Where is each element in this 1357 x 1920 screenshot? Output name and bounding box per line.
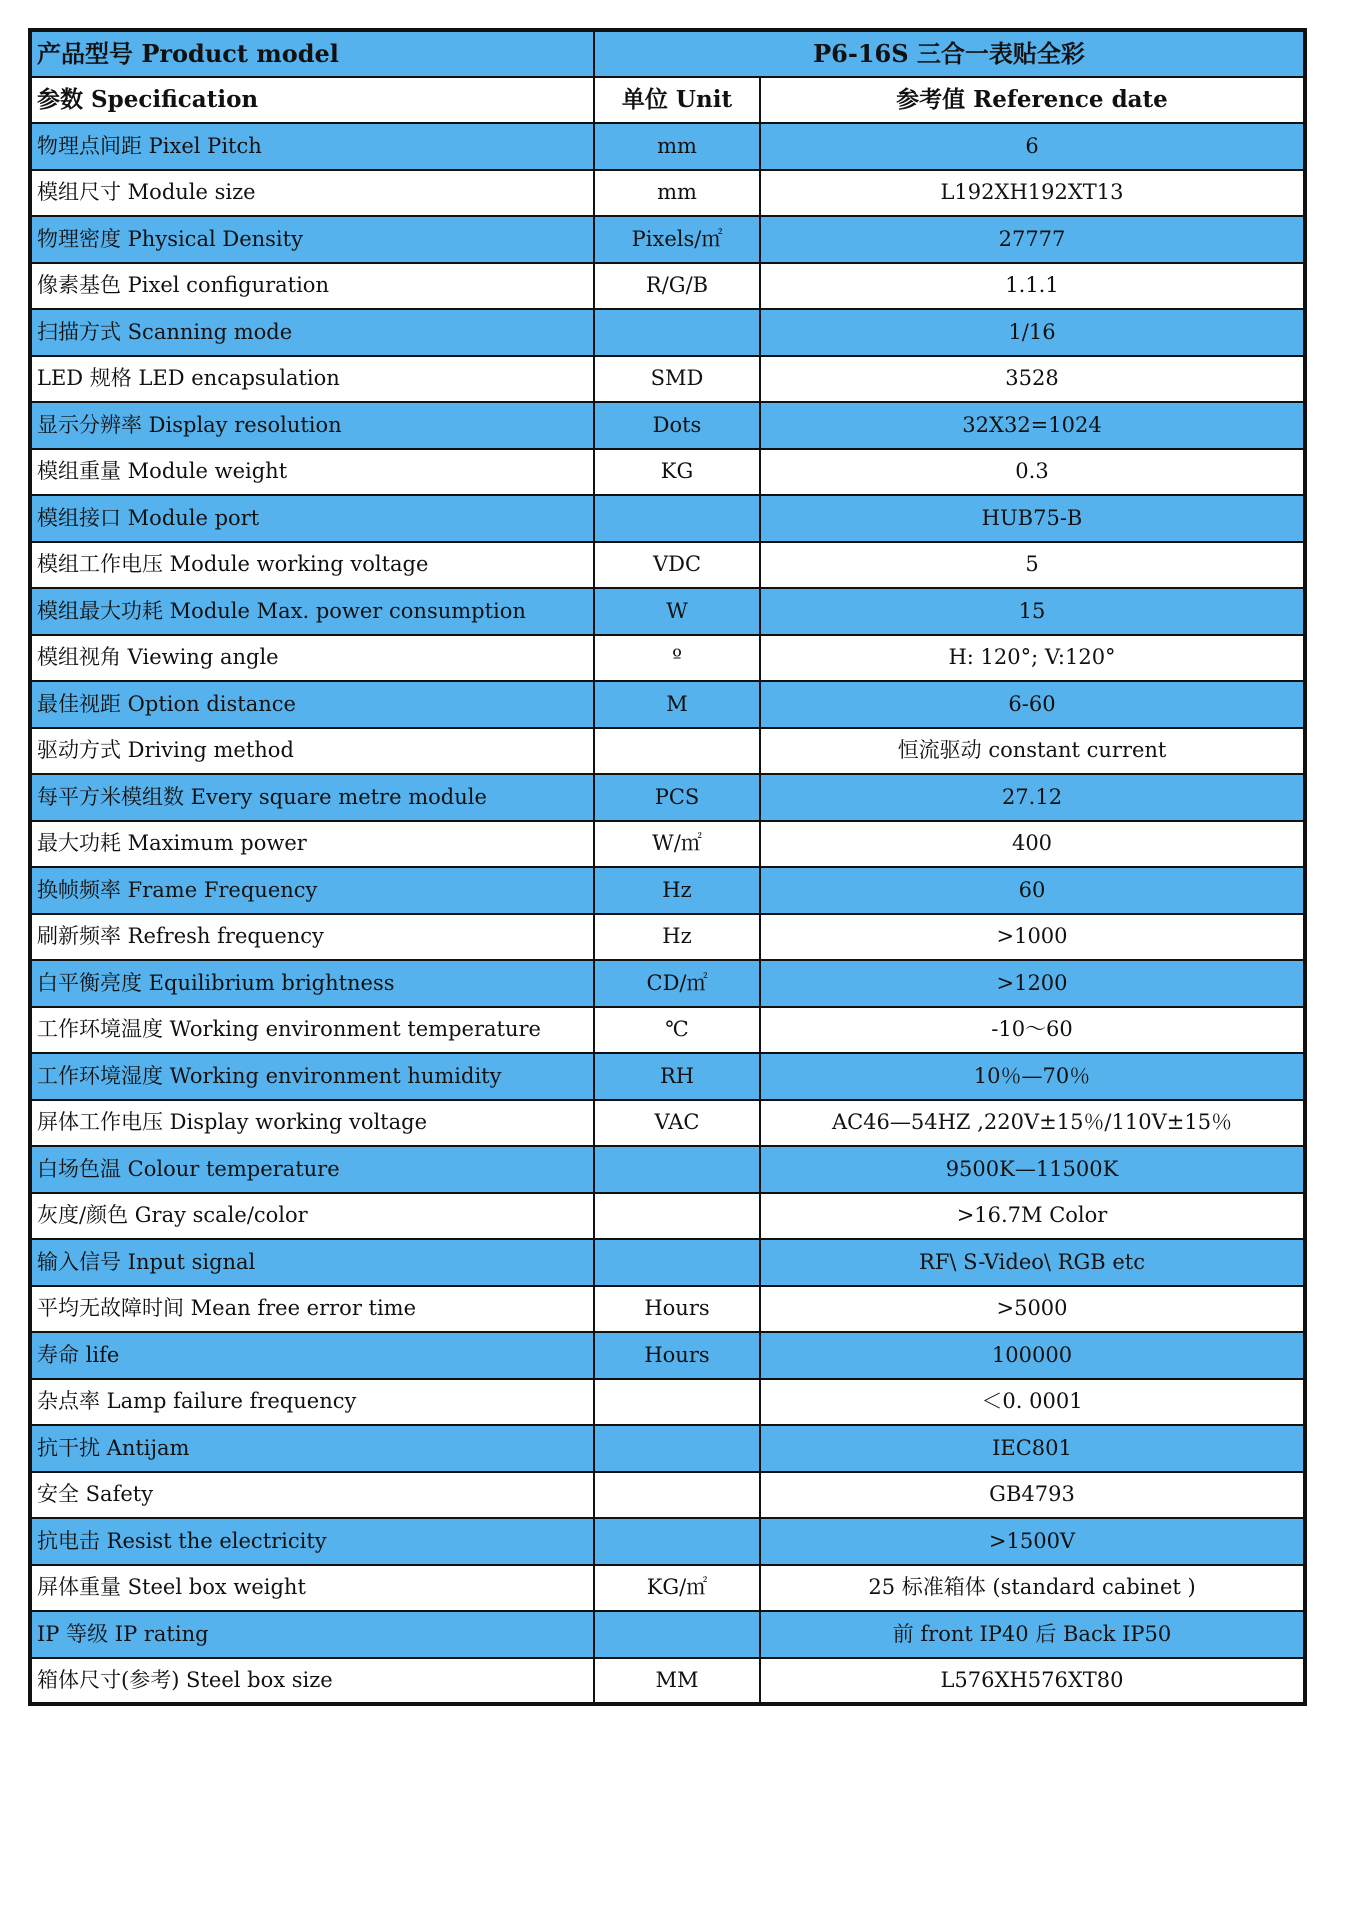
spec-unit-cell: Hours (594, 1332, 760, 1379)
spec-param-cell: 箱体尺寸(参考) Steel box size (30, 1658, 594, 1705)
spec-unit-cell: Hz (594, 867, 760, 914)
spec-unit-cell: M (594, 681, 760, 728)
spec-value-cell: 9500K—11500K (760, 1146, 1305, 1193)
spec-unit-cell (594, 1379, 760, 1426)
spec-unit-cell: W/㎡ (594, 821, 760, 868)
spec-value-cell: 3528 (760, 356, 1305, 403)
spec-param-cell: LED 规格 LED encapsulation (30, 356, 594, 403)
table-header-row (30, 77, 1305, 124)
spec-value-cell: 100000 (760, 1332, 1305, 1379)
spec-unit-cell: R/G/B (594, 263, 760, 310)
spec-param-cell: 寿命 life (30, 1332, 594, 1379)
spec-param-cell: 像素基色 Pixel configuration (30, 263, 594, 310)
spec-param-cell: 抗电击 Resist the electricity (30, 1518, 594, 1565)
spec-value-cell: 32X32=1024 (760, 402, 1305, 449)
spec-unit-cell: MM (594, 1658, 760, 1705)
spec-unit-cell: SMD (594, 356, 760, 403)
header-reference: 参考值 Reference date (760, 77, 1305, 124)
table-row (30, 1611, 1305, 1658)
spec-param-cell: 杂点率 Lamp failure frequency (30, 1379, 594, 1426)
spec-value-cell: 恒流驱动 constant current (760, 728, 1305, 775)
spec-param-cell: 白场色温 Colour temperature (30, 1146, 594, 1193)
spec-param-cell: 每平方米模组数 Every square metre module (30, 774, 594, 821)
spec-table-body (30, 30, 1305, 1704)
spec-param-cell: 物理点间距 Pixel Pitch (30, 123, 594, 170)
table-row (30, 1100, 1305, 1147)
table-row (30, 309, 1305, 356)
header-specification (30, 77, 594, 124)
spec-value-cell: 27.12 (760, 774, 1305, 821)
spec-value-cell: ＜0. 0001 (760, 1379, 1305, 1426)
table-row (30, 216, 1305, 263)
spec-value-cell: RF\ S-Video\ RGB etc (760, 1239, 1305, 1286)
spec-value-cell: H: 120°; V:120° (760, 635, 1305, 682)
table-row (30, 1286, 1305, 1333)
spec-value-cell: 6 (760, 123, 1305, 170)
spec-param-cell: 刷新频率 Refresh frequency (30, 914, 594, 961)
spec-value-cell: L192XH192XT13 (760, 170, 1305, 217)
spec-param-cell: 换帧频率 Frame Frequency (30, 867, 594, 914)
table-row (30, 1472, 1305, 1519)
spec-value-cell: >1500V (760, 1518, 1305, 1565)
spec-value-cell: 27777 (760, 216, 1305, 263)
table-row (30, 1565, 1305, 1612)
table-row (30, 1239, 1305, 1286)
spec-value-cell: 6-60 (760, 681, 1305, 728)
spec-value-cell: IEC801 (760, 1425, 1305, 1472)
product-model-label: 产品型号 Product model (30, 30, 594, 77)
spec-value-cell: 25 标准箱体 (standard cabinet ) (760, 1565, 1305, 1612)
product-model-row (30, 30, 1305, 77)
spec-value-cell: 1.1.1 (760, 263, 1305, 310)
spec-value-cell: >16.7M Color (760, 1193, 1305, 1240)
table-row (30, 1379, 1305, 1426)
table-row (30, 1193, 1305, 1240)
spec-unit-cell (594, 1611, 760, 1658)
header-specification-en: Specification (91, 86, 259, 114)
table-row (30, 960, 1305, 1007)
spec-value-cell: 60 (760, 867, 1305, 914)
spec-unit-cell: W (594, 588, 760, 635)
spec-value-cell: L576XH576XT80 (760, 1658, 1305, 1705)
spec-value-cell: -10～60 (760, 1007, 1305, 1054)
table-row (30, 1332, 1305, 1379)
spec-param-cell: 显示分辨率 Display resolution (30, 402, 594, 449)
spec-param-cell: 工作环境湿度 Working environment humidity (30, 1053, 594, 1100)
spec-value-cell: GB4793 (760, 1472, 1305, 1519)
spec-unit-cell: VDC (594, 542, 760, 589)
spec-param-cell: 工作环境温度 Working environment temperature (30, 1007, 594, 1054)
spec-unit-cell: PCS (594, 774, 760, 821)
spec-unit-cell: Pixels/㎡ (594, 216, 760, 263)
table-row (30, 774, 1305, 821)
spec-param-cell: 屏体重量 Steel box weight (30, 1565, 594, 1612)
spec-param-cell: 模组重量 Module weight (30, 449, 594, 496)
spec-value-cell: 15 (760, 588, 1305, 635)
spec-unit-cell: VAC (594, 1100, 760, 1147)
spec-param-cell: 模组视角 Viewing angle (30, 635, 594, 682)
table-row (30, 635, 1305, 682)
spec-param-cell: 驱动方式 Driving method (30, 728, 594, 775)
table-row (30, 728, 1305, 775)
spec-param-cell: IP 等级 IP rating (30, 1611, 594, 1658)
spec-value-cell: 0.3 (760, 449, 1305, 496)
spec-param-cell: 灰度/颜色 Gray scale/color (30, 1193, 594, 1240)
spec-table (28, 28, 1307, 1706)
spec-unit-cell: Hours (594, 1286, 760, 1333)
table-row (30, 449, 1305, 496)
table-row (30, 914, 1305, 961)
spec-unit-cell (594, 728, 760, 775)
table-row (30, 495, 1305, 542)
spec-param-cell: 物理密度 Physical Density (30, 216, 594, 263)
spec-param-cell: 模组接口 Module port (30, 495, 594, 542)
spec-unit-cell: mm (594, 123, 760, 170)
header-unit: 单位 Unit (594, 77, 760, 124)
table-row (30, 123, 1305, 170)
table-row (30, 821, 1305, 868)
spec-param-cell: 最佳视距 Option distance (30, 681, 594, 728)
spec-param-cell: 屏体工作电压 Display working voltage (30, 1100, 594, 1147)
spec-unit-cell: RH (594, 1053, 760, 1100)
spec-param-cell: 输入信号 Input signal (30, 1239, 594, 1286)
table-row (30, 681, 1305, 728)
spec-value-cell: >1200 (760, 960, 1305, 1007)
spec-value-cell: >5000 (760, 1286, 1305, 1333)
table-row (30, 263, 1305, 310)
spec-param-cell: 白平衡亮度 Equilibrium brightness (30, 960, 594, 1007)
spec-param-cell: 扫描方式 Scanning mode (30, 309, 594, 356)
table-row (30, 588, 1305, 635)
spec-unit-cell: Hz (594, 914, 760, 961)
spec-unit-cell: mm (594, 170, 760, 217)
spec-unit-cell: ℃ (594, 1007, 760, 1054)
spec-value-cell: >1000 (760, 914, 1305, 961)
spec-value-cell: HUB75-B (760, 495, 1305, 542)
table-row (30, 1007, 1305, 1054)
spec-unit-cell (594, 1239, 760, 1286)
spec-param-cell: 模组尺寸 Module size (30, 170, 594, 217)
spec-unit-cell (594, 1472, 760, 1519)
table-row (30, 1053, 1305, 1100)
spec-value-cell: 1/16 (760, 309, 1305, 356)
table-row (30, 170, 1305, 217)
spec-unit-cell (594, 309, 760, 356)
spec-unit-cell: º (594, 635, 760, 682)
spec-value-cell: AC46—54HZ ,220V±15％/110V±15％ (760, 1100, 1305, 1147)
table-row (30, 867, 1305, 914)
spec-unit-cell (594, 1193, 760, 1240)
table-row (30, 1518, 1305, 1565)
table-row (30, 1425, 1305, 1472)
table-row (30, 1658, 1305, 1705)
product-model-value: P6-16S 三合一表贴全彩 (594, 30, 1305, 77)
spec-unit-cell: KG/㎡ (594, 1565, 760, 1612)
spec-value-cell: 前 front IP40 后 Back IP50 (760, 1611, 1305, 1658)
header-specification-cn: 参数 (37, 86, 92, 114)
spec-param-cell: 抗干扰 Antijam (30, 1425, 594, 1472)
spec-param-cell: 模组最大功耗 Module Max. power consumption (30, 588, 594, 635)
spec-unit-cell: KG (594, 449, 760, 496)
spec-value-cell: 10％—70％ (760, 1053, 1305, 1100)
spec-unit-cell: Dots (594, 402, 760, 449)
spec-unit-cell (594, 1146, 760, 1193)
spec-unit-cell (594, 1425, 760, 1472)
spec-param-cell: 安全 Safety (30, 1472, 594, 1519)
spec-value-cell: 400 (760, 821, 1305, 868)
spec-param-cell: 平均无故障时间 Mean free error time (30, 1286, 594, 1333)
spec-unit-cell (594, 495, 760, 542)
table-row (30, 1146, 1305, 1193)
spec-unit-cell (594, 1518, 760, 1565)
spec-param-cell: 最大功耗 Maximum power (30, 821, 594, 868)
table-row (30, 402, 1305, 449)
table-row (30, 356, 1305, 403)
spec-param-cell: 模组工作电压 Module working voltage (30, 542, 594, 589)
spec-unit-cell: CD/㎡ (594, 960, 760, 1007)
table-row (30, 542, 1305, 589)
spec-value-cell: 5 (760, 542, 1305, 589)
